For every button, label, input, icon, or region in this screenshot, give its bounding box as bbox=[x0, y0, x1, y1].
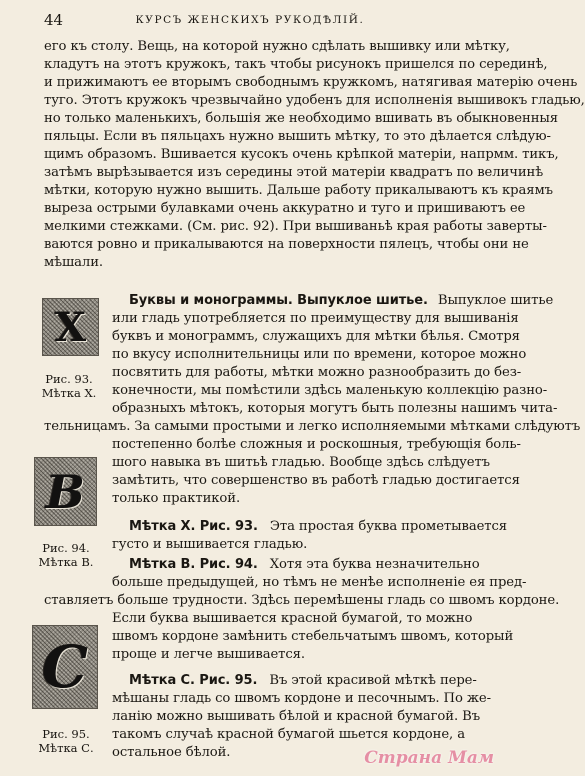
block-line: остальное бѣлой. bbox=[112, 745, 231, 760]
figure-caption-title: Мѣтка В. bbox=[38, 555, 94, 569]
body-line: мелкими стежками. (См. рис. 92). При вышиваньѣ края работы заверты- bbox=[44, 219, 547, 234]
figure-caption-number: Рис. 95. bbox=[42, 727, 90, 741]
body-line: мѣтки, которую нужно вышить. Дальше работу прикалываютъ къ краямъ bbox=[44, 183, 553, 198]
block-b-first-line: Мѣтка В. Рис. 94. Хотя эта буква незначительно bbox=[129, 557, 480, 572]
section-line: по вкусу исполнительницы или по времени, которое можно bbox=[112, 347, 527, 362]
figure-monogram-c bbox=[32, 625, 98, 709]
block-line: больше предыдущей, но тѣмъ не менѣе исполненіе ея пред- bbox=[112, 575, 527, 590]
block-line: мѣшаны гладь со швомъ кордоне и песочнымъ. По же- bbox=[112, 691, 491, 706]
page-number: 44 bbox=[44, 11, 64, 29]
site-watermark: Страна Мам bbox=[364, 748, 494, 768]
block-x-first-line: Мѣтка X. Рис. 93. Эта простая буква прометывается bbox=[129, 519, 507, 534]
block-line: густо и вышивается гладью. bbox=[112, 537, 308, 552]
body-line: туго. Этотъ кружокъ чрезвычайно удобенъ для исполненія вышивокъ гладью, bbox=[44, 93, 585, 108]
body-line: кладутъ на этотъ кружокъ, такъ чтобы рисунокъ пришелся по серединѣ, bbox=[44, 57, 548, 72]
body-line: и прижимаютъ ее вторымъ свободнымъ кружкомъ, натягивая матерію очень bbox=[44, 75, 578, 90]
body-line: его къ столу. Вещь, на которой нужно сдѣлать вышивку или мѣтку, bbox=[44, 39, 510, 54]
body-line: мѣшали. bbox=[44, 255, 103, 270]
figure-caption-number: Рис. 94. bbox=[42, 541, 90, 555]
body-line: пяльцы. Если въ пяльцахъ нужно вышить мѣтку, то это дѣлается слѣдую- bbox=[44, 129, 551, 144]
block-title: Мѣтка С. Рис. 95. bbox=[129, 673, 258, 688]
figure-caption-title: Мѣтка X. bbox=[41, 386, 97, 400]
section-line: или гладь употребляется по преимуществу для вышиванія bbox=[112, 311, 519, 326]
section-line: образныхъ мѣтокъ, которыя могутъ быть полезны нашимъ чита- bbox=[112, 401, 558, 416]
body-line: выреза острыми булавками очень аккуратно и туго и пришиваютъ ее bbox=[44, 201, 526, 216]
block-title: Мѣтка В. Рис. 94. bbox=[129, 557, 258, 572]
block-line: ставляетъ больше трудности. Здѣсь перемѣшены гладь со швомъ кордоне. bbox=[44, 593, 560, 608]
block-line: ланію можно вышивать бѣлой и красной бумагой. Въ bbox=[112, 709, 481, 724]
section-line: конечности, мы помѣстили здѣсь маленькую коллекцію разно- bbox=[112, 383, 548, 398]
figure-caption-number: Рис. 93. bbox=[45, 372, 93, 386]
figure-caption-title: Мѣтка С. bbox=[38, 741, 94, 755]
body-line: но только маленькихъ, большія же необходимо вшивать въ обыкновенныя bbox=[44, 111, 559, 126]
block-line: Если буква вышивается красной бумагой, то можно bbox=[112, 611, 473, 626]
running-header: КУРСЪ ЖЕНСКИХЪ РУКОДѢЛІЙ. bbox=[135, 14, 365, 26]
monogram-c-icon: C bbox=[41, 633, 89, 701]
body-line: щимъ образомъ. Вшивается кусокъ очень крѣпкой матеріи, напрмм. тикъ, bbox=[44, 147, 559, 162]
section-line: буквъ и монограммъ, служащихъ для мѣтки бѣлья. Смотря bbox=[112, 329, 520, 344]
body-line: затѣмъ вырѣзывается изъ середины этой матеріи квадратъ по величинѣ bbox=[44, 165, 544, 180]
figure-monogram-x bbox=[42, 298, 99, 356]
monogram-x-icon: X bbox=[54, 303, 87, 351]
section-line: посвятить для работы, мѣтки можно разнообразить до без- bbox=[112, 365, 522, 380]
section-title: Буквы и монограммы. Выпуклое шитье. bbox=[129, 293, 428, 308]
figure-monogram-b bbox=[34, 457, 97, 526]
block-line: такомъ случаѣ красной бумагой шьется кордоне, а bbox=[112, 727, 465, 742]
block-c-first-line: Мѣтка С. Рис. 95. Въ этой красивой мѣткѣ пере- bbox=[129, 673, 477, 688]
block-title: Мѣтка X. Рис. 93. bbox=[129, 519, 258, 534]
block-line: швомъ кордоне замѣнить стебельчатымъ швомъ, который bbox=[112, 629, 514, 644]
section-line: шого навыка въ шитьѣ гладью. Вообще здѣсь слѣдуетъ bbox=[112, 455, 490, 470]
section-line: только практикой. bbox=[112, 491, 241, 506]
section-line: постепенно болѣе сложныя и роскошныя, требующія боль- bbox=[112, 437, 521, 452]
section-line: тельницамъ. За самыми простыми и легко исполняемыми мѣтками слѣдуютъ bbox=[44, 419, 581, 434]
section-line: замѣтить, что совершенство въ работѣ гладью достигается bbox=[112, 473, 520, 488]
block-line: проще и легче вышивается. bbox=[112, 647, 305, 662]
body-line: ваются ровно и прикалываются на поверхности пялецъ, чтобы они не bbox=[44, 237, 529, 252]
section-first-line: Буквы и монограммы. Выпуклое шитье. Выпуклое шитье bbox=[129, 293, 554, 308]
monogram-b-icon: B bbox=[46, 464, 85, 519]
